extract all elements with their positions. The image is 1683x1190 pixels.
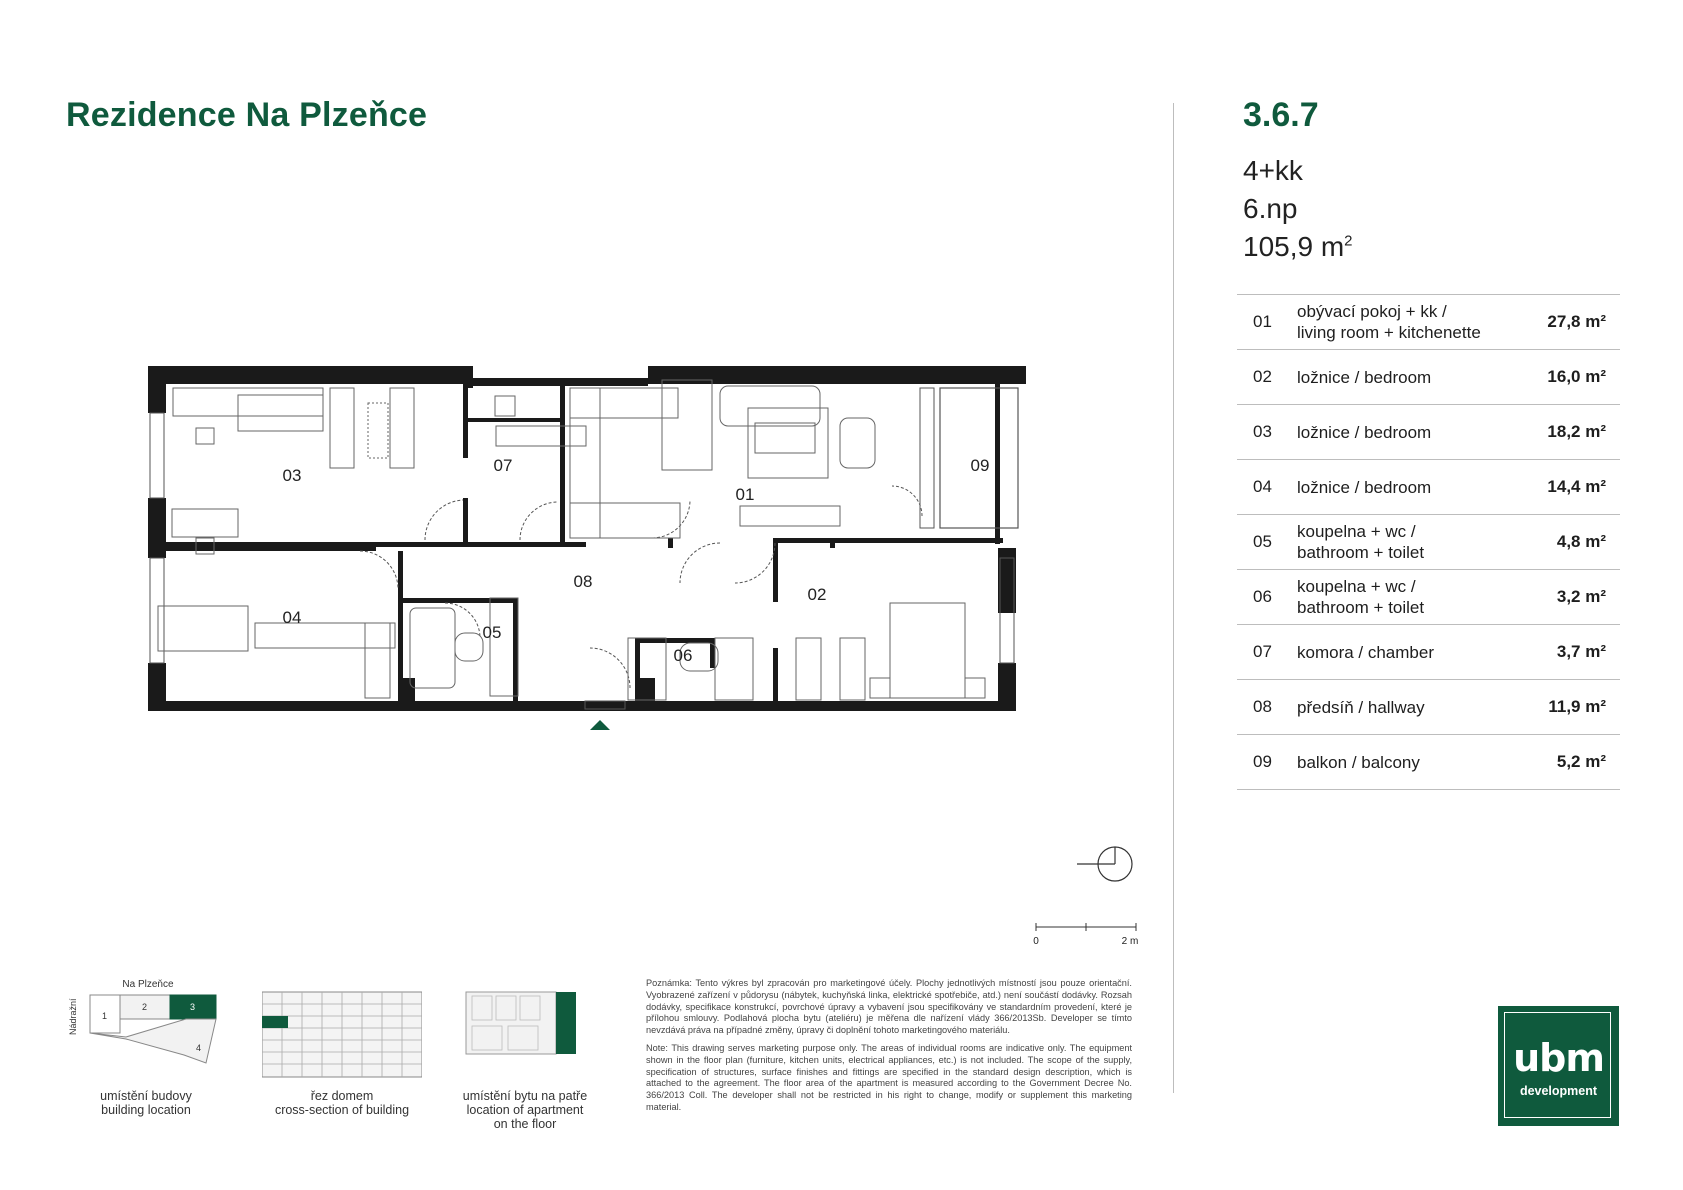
plan-label-02: 02 xyxy=(807,585,827,604)
room-number: 07 xyxy=(1253,642,1272,661)
room-row xyxy=(1237,460,1620,515)
scale-start: 0 xyxy=(1033,936,1039,947)
building-2-label: 2 xyxy=(142,1002,148,1012)
section-caption xyxy=(262,1089,422,1117)
room-name-line1: ložnice / bedroom xyxy=(1297,422,1432,442)
room-area: 16,0 m² xyxy=(1547,367,1606,386)
room-name xyxy=(1297,301,1510,343)
room-row xyxy=(1237,350,1620,405)
room-name xyxy=(1297,752,1510,773)
room-name-line1: předsíň / hallway xyxy=(1297,697,1425,717)
street-top-label: Na Plzeňce xyxy=(122,979,174,990)
unit-type: 4+kk xyxy=(1243,155,1303,186)
floor-caption-en: location of apartment xyxy=(466,1103,584,1117)
room-row xyxy=(1237,625,1620,680)
plan-label-09: 09 xyxy=(970,456,990,475)
street-side-label: Nádražní xyxy=(68,998,78,1035)
plan-label-03: 03 xyxy=(282,466,302,485)
note-en: Note: This drawing serves marketing purpose only. The areas of individual rooms are indicative only. The equipment shown in the floor plan (furniture, kitchen units, electrical appliances, etc.) is not included. The scope of the supply, specification of structures, surface finishes and fittings are specified in the standard design description, which is attached to the agreement. The floor area of the apartment is measured according to the Government Decree No. 366/2013 Coll. The developer shall not be restricted in his right to change, modify or supplement this marketing material. xyxy=(646,1042,1132,1112)
floor-caption-en2: on the floor xyxy=(493,1117,557,1131)
unit-id: 3.6.7 xyxy=(1243,96,1319,134)
room-area: 18,2 m² xyxy=(1547,422,1606,441)
divider xyxy=(1173,103,1174,1093)
room-number: 06 xyxy=(1253,587,1272,606)
cross-section-thumb xyxy=(262,980,422,1080)
room-area: 3,7 m² xyxy=(1556,642,1606,661)
entrance-marker-icon xyxy=(590,720,610,730)
plan-label-07: 07 xyxy=(493,456,513,475)
room-name-line1: obývací pokoj + kk / xyxy=(1297,302,1447,321)
unit-area xyxy=(1243,231,1353,263)
note-cz: Poznámka: Tento výkres byl zpracován pro marketingové účely. Plochy jednotlivých místností jsou pouze orientační. Vyobrazené zařízení v půdorysu (nábytek, kuchyňská linka, elektrické spotřebiče, atd.) není součástí dodávky. Rozsah dodávky, specifikace konstrukcí, povrchové úpravy a vybavení jsou specifikovány ve standardním provedení, které je přílohou smlouvy. Podlahová plocha bytu (ateliéru) je měřena dle nařízení vlády 366/2013Sb. Developer se tímto nevzdává práva na případné změny, úpravy či doplnění tohoto marketingového materiálu. xyxy=(646,978,1132,1036)
floor-caption-cz: umístění bytu na patře xyxy=(462,1089,588,1103)
room-name-line2: bathroom + toilet xyxy=(1297,598,1425,617)
plan-label-06: 06 xyxy=(673,646,693,665)
scale-bar xyxy=(1030,918,1140,948)
room-name-line1: koupelna + wc / xyxy=(1297,522,1416,541)
building-4-label: 4 xyxy=(196,1043,202,1053)
room-row xyxy=(1237,405,1620,460)
room-number: 03 xyxy=(1253,422,1272,441)
door-swings xyxy=(360,486,922,688)
room-table xyxy=(1237,294,1620,790)
location-caption xyxy=(66,1089,226,1117)
room-area: 14,4 m² xyxy=(1547,477,1606,496)
room-name-line1: komora / chamber xyxy=(1297,642,1434,662)
room-number: 04 xyxy=(1253,477,1272,496)
room-number: 08 xyxy=(1253,697,1272,716)
room-number: 05 xyxy=(1253,532,1272,551)
plan-label-04: 04 xyxy=(282,608,302,627)
building-1-label: 1 xyxy=(102,1011,108,1021)
building-3-label: 3 xyxy=(190,1002,196,1012)
room-area: 5,2 m² xyxy=(1556,752,1606,771)
unit-area-value: 105,9 m xyxy=(1243,231,1345,262)
room-row xyxy=(1237,680,1620,735)
room-number: 01 xyxy=(1253,312,1272,331)
scale-end: 2 m xyxy=(1121,936,1139,947)
section-caption-cz: řez domem xyxy=(310,1089,374,1103)
location-caption-cz: umístění budovy xyxy=(100,1089,192,1103)
room-name-line2: bathroom + toilet xyxy=(1297,543,1425,562)
floor-plan xyxy=(140,358,1030,743)
room-name-line1: koupelna + wc / xyxy=(1297,577,1416,596)
room-area: 11,9 m² xyxy=(1548,697,1606,716)
room-name xyxy=(1297,477,1510,498)
room-name-line1: ložnice / bedroom xyxy=(1297,367,1432,387)
room-name-line1: ložnice / bedroom xyxy=(1297,477,1432,497)
room-number: 09 xyxy=(1253,752,1272,771)
room-row xyxy=(1237,515,1620,570)
room-name xyxy=(1297,367,1510,388)
floor-location-thumb xyxy=(462,988,622,1068)
room-name xyxy=(1297,642,1510,663)
room-area: 3,2 m² xyxy=(1556,587,1606,606)
project-title: Rezidence Na Plzeňce xyxy=(66,96,428,134)
room-name-line2: living room + kitchenette xyxy=(1297,323,1481,342)
room-row xyxy=(1237,735,1620,790)
room-area: 27,8 m² xyxy=(1547,312,1606,331)
room-name xyxy=(1297,576,1510,618)
room-row xyxy=(1237,295,1620,350)
logo-mark: ubm xyxy=(1513,1036,1604,1080)
plan-label-05: 05 xyxy=(482,623,502,642)
ubm-logo xyxy=(1498,1006,1619,1126)
section-caption-en: cross-section of building xyxy=(274,1103,410,1117)
plan-label-01: 01 xyxy=(735,485,755,504)
room-number: 02 xyxy=(1253,367,1272,386)
room-area: 4,8 m² xyxy=(1556,532,1606,551)
room-name xyxy=(1297,422,1510,443)
room-row xyxy=(1237,570,1620,625)
disclaimer-note xyxy=(646,978,1132,1120)
room-name xyxy=(1297,697,1510,718)
north-arrow-icon xyxy=(1075,842,1135,886)
floor-caption xyxy=(445,1089,605,1131)
unit-floor: 6.np xyxy=(1243,193,1298,224)
building-location-thumb xyxy=(66,975,226,1075)
room-name xyxy=(1297,521,1510,563)
room-name-line1: balkon / balcony xyxy=(1297,752,1420,772)
plan-label-08: 08 xyxy=(573,572,593,591)
location-caption-en: building location xyxy=(101,1103,191,1117)
logo-sub: development xyxy=(1519,1084,1598,1098)
unit-area-sup: 2 xyxy=(1344,232,1353,250)
